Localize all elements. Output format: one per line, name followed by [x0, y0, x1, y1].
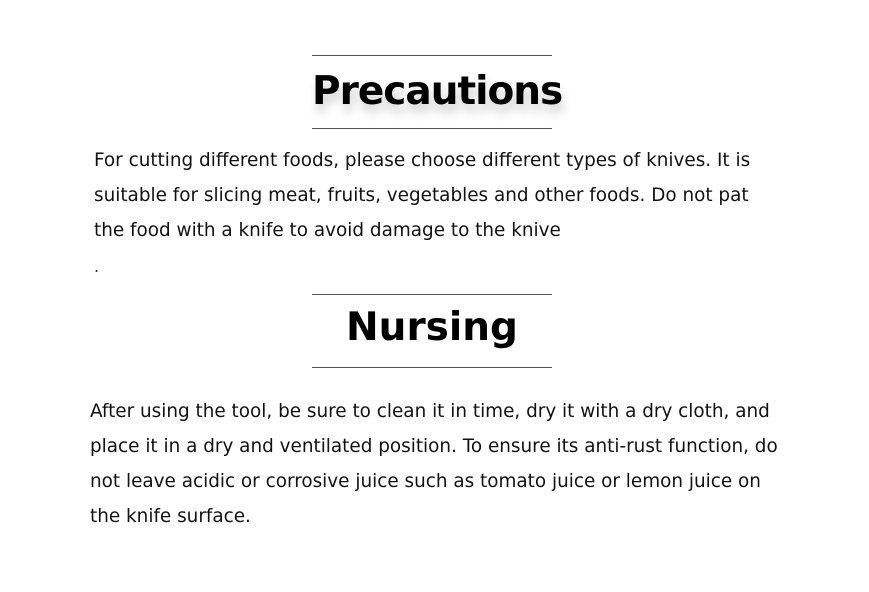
precautions-trailing-mark: . — [94, 257, 100, 276]
nursing-line: place it in a dry and ventilated position. To ensure its anti-rust function, do — [90, 436, 778, 457]
nursing-line: not leave acidic or corrosive juice such as tomato juice or lemon juice on — [90, 471, 761, 492]
nursing-paragraph — [90, 394, 830, 534]
precautions-line: suitable for slicing meat, fruits, vegetables and other foods. Do not pat — [94, 185, 749, 206]
nursing-header — [312, 294, 552, 368]
nursing-heading: Nursing — [346, 305, 518, 350]
precautions-heading: Precautions — [312, 69, 563, 114]
precautions-header — [312, 55, 563, 129]
nursing-line: After using the tool, be sure to clean it in time, dry it with a dry cloth, and — [90, 401, 770, 422]
nursing-line: the knife surface. — [90, 506, 251, 527]
precautions-line: For cutting different foods, please choose different types of knives. It is — [94, 150, 751, 171]
precautions-line: the food with a knife to avoid damage to the knive — [94, 220, 561, 241]
precautions-bottom-rule — [312, 128, 552, 129]
nursing-bottom-rule — [312, 367, 552, 368]
precautions-paragraph — [94, 143, 814, 248]
